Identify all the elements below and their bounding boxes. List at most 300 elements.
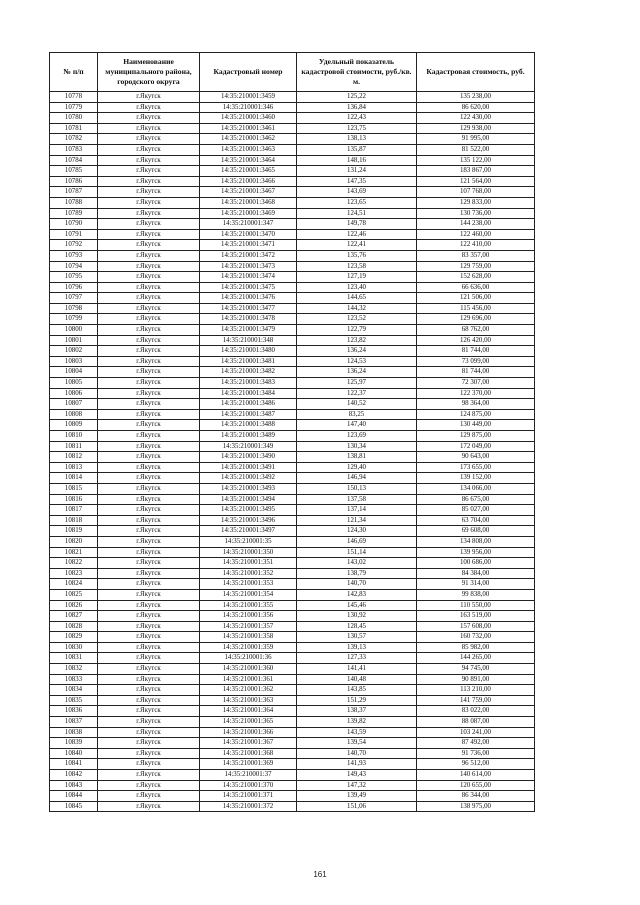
cadastral-cost-cell: 144 238,00	[417, 219, 535, 230]
specific-value-cell: 142,83	[297, 589, 417, 600]
row-number-cell: 10829	[50, 632, 98, 643]
cadastral-number-cell: 14:35:210001:3493	[200, 483, 297, 494]
table-row	[50, 420, 535, 431]
row-number-cell: 10801	[50, 335, 98, 346]
cadastral-cost-cell: 85 027,00	[417, 505, 535, 516]
table-row	[50, 229, 535, 240]
row-number-cell: 10818	[50, 515, 98, 526]
cadastral-number-cell: 14:35:210001:3462	[200, 134, 297, 145]
cadastral-cost-cell: 141 759,00	[417, 695, 535, 706]
cadastral-cost-cell: 86 620,00	[417, 102, 535, 113]
table-row	[50, 208, 535, 219]
specific-value-cell: 138,79	[297, 568, 417, 579]
specific-value-cell: 139,54	[297, 738, 417, 749]
row-number-cell: 10800	[50, 325, 98, 336]
cadastral-number-cell: 14:35:210001:3488	[200, 420, 297, 431]
municipality-cell: г.Якутск	[98, 250, 200, 261]
table-row	[50, 536, 535, 547]
row-number-cell: 10833	[50, 674, 98, 685]
cadastral-number-cell: 14:35:210001:3461	[200, 123, 297, 134]
municipality-cell: г.Якутск	[98, 431, 200, 442]
row-number-cell: 10822	[50, 558, 98, 569]
row-number-cell: 10782	[50, 134, 98, 145]
cadastral-number-cell: 14:35:210001:355	[200, 600, 297, 611]
cadastral-cost-cell: 91 995,00	[417, 134, 535, 145]
specific-value-cell: 136,24	[297, 346, 417, 357]
specific-value-cell: 127,33	[297, 653, 417, 664]
row-number-cell: 10798	[50, 303, 98, 314]
table-row	[50, 219, 535, 230]
cadastral-cost-cell: 63 704,00	[417, 515, 535, 526]
row-number-cell: 10802	[50, 346, 98, 357]
table-row	[50, 356, 535, 367]
row-number-cell: 10789	[50, 208, 98, 219]
specific-value-cell: 124,51	[297, 208, 417, 219]
table-row	[50, 642, 535, 653]
municipality-cell: г.Якутск	[98, 780, 200, 791]
cadastral-number-cell: 14:35:210001:3468	[200, 197, 297, 208]
cadastral-number-cell: 14:35:210001:368	[200, 748, 297, 759]
cadastral-number-cell: 14:35:210001:3478	[200, 314, 297, 325]
row-number-cell: 10825	[50, 589, 98, 600]
cadastral-cost-cell: 83 022,00	[417, 706, 535, 717]
cadastral-cost-cell: 135 122,00	[417, 155, 535, 166]
cadastral-cost-cell: 121 506,00	[417, 293, 535, 304]
row-number-cell: 10795	[50, 272, 98, 283]
table-row	[50, 282, 535, 293]
cadastral-cost-cell: 99 838,00	[417, 589, 535, 600]
municipality-cell: г.Якутск	[98, 409, 200, 420]
row-number-cell: 10826	[50, 600, 98, 611]
municipality-cell: г.Якутск	[98, 356, 200, 367]
specific-value-cell: 138,81	[297, 452, 417, 463]
table-row	[50, 727, 535, 738]
cadastral-cost-cell: 113 210,00	[417, 685, 535, 696]
table-row	[50, 452, 535, 463]
municipality-cell: г.Якутск	[98, 801, 200, 812]
table-row	[50, 102, 535, 113]
row-number-cell: 10827	[50, 611, 98, 622]
row-number-cell: 10797	[50, 293, 98, 304]
table-row	[50, 706, 535, 717]
row-number-cell: 10832	[50, 664, 98, 675]
cadastral-number-cell: 14:35:210001:366	[200, 727, 297, 738]
table-row	[50, 113, 535, 124]
cadastral-number-cell: 14:35:210001:3484	[200, 388, 297, 399]
municipality-cell: г.Якутск	[98, 526, 200, 537]
specific-value-cell: 130,92	[297, 611, 417, 622]
municipality-cell: г.Якутск	[98, 123, 200, 134]
cadastral-number-cell: 14:35:210001:3474	[200, 272, 297, 283]
municipality-cell: г.Якутск	[98, 632, 200, 643]
specific-value-cell: 136,84	[297, 102, 417, 113]
table-row	[50, 674, 535, 685]
specific-value-cell: 124,30	[297, 526, 417, 537]
cadastral-number-cell: 14:35:210001:3496	[200, 515, 297, 526]
table-row	[50, 558, 535, 569]
specific-value-cell: 146,94	[297, 473, 417, 484]
row-number-cell: 10813	[50, 462, 98, 473]
municipality-cell: г.Якутск	[98, 325, 200, 336]
row-number-cell: 10830	[50, 642, 98, 653]
cadastral-number-cell: 14:35:210001:361	[200, 674, 297, 685]
cadastral-number-cell: 14:35:210001:3466	[200, 176, 297, 187]
cadastral-cost-cell: 172 049,00	[417, 441, 535, 452]
page-number: 161	[313, 870, 327, 879]
cadastral-cost-cell: 100 686,00	[417, 558, 535, 569]
cadastral-cost-cell: 90 643,00	[417, 452, 535, 463]
municipality-cell: г.Якутск	[98, 515, 200, 526]
cadastral-number-cell: 14:35:210001:3459	[200, 92, 297, 103]
municipality-cell: г.Якутск	[98, 738, 200, 749]
municipality-cell: г.Якутск	[98, 505, 200, 516]
municipality-cell: г.Якутск	[98, 102, 200, 113]
row-number-cell: 10787	[50, 187, 98, 198]
row-number-cell: 10779	[50, 102, 98, 113]
specific-value-cell: 138,13	[297, 134, 417, 145]
specific-value-cell: 151,06	[297, 801, 417, 812]
municipality-cell: г.Якутск	[98, 706, 200, 717]
specific-value-cell: 83,25	[297, 409, 417, 420]
cadastral-cost-cell: 139 956,00	[417, 547, 535, 558]
specific-value-cell: 139,13	[297, 642, 417, 653]
specific-value-cell: 147,40	[297, 420, 417, 431]
cadastral-cost-cell: 115 456,00	[417, 303, 535, 314]
table-row	[50, 695, 535, 706]
municipality-cell: г.Якутск	[98, 611, 200, 622]
specific-value-cell: 143,69	[297, 187, 417, 198]
municipality-cell: г.Якутск	[98, 399, 200, 410]
table-row	[50, 759, 535, 770]
specific-value-cell: 149,78	[297, 219, 417, 230]
cadastral-cost-cell: 129 938,00	[417, 123, 535, 134]
cadastral-cost-cell: 121 564,00	[417, 176, 535, 187]
cadastral-number-cell: 14:35:210001:357	[200, 621, 297, 632]
header-specific-value: Удельный показатель кадастровой стоимости, руб./кв. м.	[297, 53, 417, 92]
cadastral-number-cell: 14:35:210001:3483	[200, 378, 297, 389]
municipality-cell: г.Якутск	[98, 335, 200, 346]
cadastral-number-cell: 14:35:210001:350	[200, 547, 297, 558]
cadastral-number-cell: 14:35:210001:364	[200, 706, 297, 717]
row-number-cell: 10778	[50, 92, 98, 103]
header-cadastral-number: Кадастровый номер	[200, 53, 297, 92]
table-row	[50, 399, 535, 410]
cadastral-number-cell: 14:35:210001:353	[200, 579, 297, 590]
cadastral-number-cell: 14:35:210001:3473	[200, 261, 297, 272]
cadastral-number-cell: 14:35:210001:3472	[200, 250, 297, 261]
specific-value-cell: 125,97	[297, 378, 417, 389]
cadastral-cost-cell: 110 550,00	[417, 600, 535, 611]
municipality-cell: г.Якутск	[98, 568, 200, 579]
specific-value-cell: 137,58	[297, 494, 417, 505]
cadastral-number-cell: 14:35:210001:356	[200, 611, 297, 622]
cadastral-number-cell: 14:35:210001:370	[200, 780, 297, 791]
municipality-cell: г.Якутск	[98, 155, 200, 166]
cadastral-cost-cell: 134 808,00	[417, 536, 535, 547]
cadastral-cost-cell: 81 744,00	[417, 346, 535, 357]
municipality-cell: г.Якутск	[98, 378, 200, 389]
cadastral-cost-cell: 122 410,00	[417, 240, 535, 251]
cadastral-cost-cell: 173 655,00	[417, 462, 535, 473]
table-row	[50, 738, 535, 749]
row-number-cell: 10819	[50, 526, 98, 537]
row-number-cell: 10817	[50, 505, 98, 516]
cadastral-cost-cell: 85 982,00	[417, 642, 535, 653]
table-row	[50, 409, 535, 420]
cadastral-cost-cell: 91 736,00	[417, 748, 535, 759]
table-row	[50, 515, 535, 526]
specific-value-cell: 147,35	[297, 176, 417, 187]
cadastral-number-cell: 14:35:210001:3490	[200, 452, 297, 463]
cadastral-cost-cell: 129 833,00	[417, 197, 535, 208]
specific-value-cell: 130,57	[297, 632, 417, 643]
specific-value-cell: 131,24	[297, 166, 417, 177]
row-number-cell: 10780	[50, 113, 98, 124]
row-number-cell: 10792	[50, 240, 98, 251]
table-row	[50, 462, 535, 473]
cadastral-number-cell: 14:35:210001:3464	[200, 155, 297, 166]
municipality-cell: г.Якутск	[98, 791, 200, 802]
row-number-cell: 10845	[50, 801, 98, 812]
municipality-cell: г.Якутск	[98, 547, 200, 558]
specific-value-cell: 136,24	[297, 367, 417, 378]
table-body	[50, 92, 535, 812]
row-number-cell: 10812	[50, 452, 98, 463]
specific-value-cell: 138,37	[297, 706, 417, 717]
municipality-cell: г.Якутск	[98, 589, 200, 600]
specific-value-cell: 130,34	[297, 441, 417, 452]
table-row	[50, 378, 535, 389]
cadastral-number-cell: 14:35:210001:3497	[200, 526, 297, 537]
cadastral-cost-cell: 86 344,00	[417, 791, 535, 802]
cadastral-number-cell: 14:35:210001:3465	[200, 166, 297, 177]
cadastral-cost-cell: 129 696,00	[417, 314, 535, 325]
specific-value-cell: 145,46	[297, 600, 417, 611]
municipality-cell: г.Якутск	[98, 558, 200, 569]
specific-value-cell: 123,52	[297, 314, 417, 325]
cadastral-cost-cell: 68 762,00	[417, 325, 535, 336]
table-row	[50, 621, 535, 632]
table-row	[50, 176, 535, 187]
table-row	[50, 505, 535, 516]
table-row	[50, 92, 535, 103]
cadastral-number-cell: 14:35:210001:3470	[200, 229, 297, 240]
specific-value-cell: 147,32	[297, 780, 417, 791]
table-row	[50, 367, 535, 378]
specific-value-cell: 121,34	[297, 515, 417, 526]
cadastral-cost-cell: 72 307,00	[417, 378, 535, 389]
municipality-cell: г.Якутск	[98, 462, 200, 473]
municipality-cell: г.Якутск	[98, 483, 200, 494]
cadastral-number-cell: 14:35:210001:352	[200, 568, 297, 579]
municipality-cell: г.Якутск	[98, 717, 200, 728]
specific-value-cell: 122,37	[297, 388, 417, 399]
table-row	[50, 325, 535, 336]
cadastral-cost-cell: 91 314,00	[417, 579, 535, 590]
row-number-cell: 10807	[50, 399, 98, 410]
table-row	[50, 155, 535, 166]
row-number-cell: 10781	[50, 123, 98, 134]
row-number-cell: 10843	[50, 780, 98, 791]
row-number-cell: 10786	[50, 176, 98, 187]
row-number-cell: 10839	[50, 738, 98, 749]
cadastral-cost-cell: 129 759,00	[417, 261, 535, 272]
row-number-cell: 10823	[50, 568, 98, 579]
row-number-cell: 10834	[50, 685, 98, 696]
row-number-cell: 10810	[50, 431, 98, 442]
row-number-cell: 10811	[50, 441, 98, 452]
header-cadastral-cost: Кадастровая стоимость, руб.	[417, 53, 535, 92]
cadastral-number-cell: 14:35:210001:35	[200, 536, 297, 547]
municipality-cell: г.Якутск	[98, 197, 200, 208]
cadastral-cost-cell: 126 420,00	[417, 335, 535, 346]
specific-value-cell: 135,76	[297, 250, 417, 261]
cadastral-cost-cell: 139 152,00	[417, 473, 535, 484]
municipality-cell: г.Якутск	[98, 494, 200, 505]
specific-value-cell: 141,93	[297, 759, 417, 770]
row-number-cell: 10785	[50, 166, 98, 177]
table-row	[50, 187, 535, 198]
table-row	[50, 335, 535, 346]
municipality-cell: г.Якутск	[98, 367, 200, 378]
cadastral-number-cell: 14:35:210001:3463	[200, 144, 297, 155]
cadastral-cost-cell: 122 430,00	[417, 113, 535, 124]
cadastral-cost-cell: 98 364,00	[417, 399, 535, 410]
cadastral-number-cell: 14:35:210001:346	[200, 102, 297, 113]
table-row	[50, 483, 535, 494]
municipality-cell: г.Якутск	[98, 92, 200, 103]
specific-value-cell: 123,65	[297, 197, 417, 208]
row-number-cell: 10835	[50, 695, 98, 706]
table-row	[50, 272, 535, 283]
cadastral-cost-cell: 81 522,00	[417, 144, 535, 155]
specific-value-cell: 143,85	[297, 685, 417, 696]
municipality-cell: г.Якутск	[98, 187, 200, 198]
specific-value-cell: 146,69	[297, 536, 417, 547]
specific-value-cell: 122,41	[297, 240, 417, 251]
cadastral-number-cell: 14:35:210001:371	[200, 791, 297, 802]
municipality-cell: г.Якутск	[98, 229, 200, 240]
specific-value-cell: 144,65	[297, 293, 417, 304]
cadastral-number-cell: 14:35:210001:354	[200, 589, 297, 600]
row-number-cell: 10842	[50, 770, 98, 781]
row-number-cell: 10793	[50, 250, 98, 261]
cadastral-cost-cell: 69 608,00	[417, 526, 535, 537]
cadastral-number-cell: 14:35:210001:3479	[200, 325, 297, 336]
specific-value-cell: 123,58	[297, 261, 417, 272]
specific-value-cell: 139,49	[297, 791, 417, 802]
cadastral-number-cell: 14:35:210001:359	[200, 642, 297, 653]
cadastral-cost-cell: 122 370,00	[417, 388, 535, 399]
cadastral-number-cell: 14:35:210001:3477	[200, 303, 297, 314]
table-row	[50, 494, 535, 505]
row-number-cell: 10841	[50, 759, 98, 770]
municipality-cell: г.Якутск	[98, 452, 200, 463]
cadastral-cost-cell: 130 449,00	[417, 420, 535, 431]
cadastral-number-cell: 14:35:210001:362	[200, 685, 297, 696]
municipality-cell: г.Якутск	[98, 240, 200, 251]
table-row	[50, 134, 535, 145]
municipality-cell: г.Якутск	[98, 208, 200, 219]
municipality-cell: г.Якутск	[98, 770, 200, 781]
cadastral-cost-cell: 73 099,00	[417, 356, 535, 367]
specific-value-cell: 122,46	[297, 229, 417, 240]
row-number-cell: 10806	[50, 388, 98, 399]
cadastral-number-cell: 14:35:210001:358	[200, 632, 297, 643]
specific-value-cell: 123,69	[297, 431, 417, 442]
municipality-cell: г.Якутск	[98, 388, 200, 399]
cadastral-number-cell: 14:35:210001:3482	[200, 367, 297, 378]
municipality-cell: г.Якутск	[98, 346, 200, 357]
specific-value-cell: 140,52	[297, 399, 417, 410]
cadastral-cost-cell: 157 608,00	[417, 621, 535, 632]
municipality-cell: г.Якутск	[98, 536, 200, 547]
row-number-cell: 10844	[50, 791, 98, 802]
cadastral-cost-cell: 83 357,00	[417, 250, 535, 261]
row-number-cell: 10821	[50, 547, 98, 558]
cadastral-number-cell: 14:35:210001:349	[200, 441, 297, 452]
cadastral-number-cell: 14:35:210001:351	[200, 558, 297, 569]
cadastral-number-cell: 14:35:210001:3460	[200, 113, 297, 124]
cadastral-number-cell: 14:35:210001:3491	[200, 462, 297, 473]
municipality-cell: г.Якутск	[98, 166, 200, 177]
municipality-cell: г.Якутск	[98, 176, 200, 187]
municipality-cell: г.Якутск	[98, 748, 200, 759]
specific-value-cell: 140,48	[297, 674, 417, 685]
cadastral-number-cell: 14:35:210001:3486	[200, 399, 297, 410]
municipality-cell: г.Якутск	[98, 642, 200, 653]
row-number-cell: 10816	[50, 494, 98, 505]
municipality-cell: г.Якутск	[98, 293, 200, 304]
table-row	[50, 579, 535, 590]
cadastral-number-cell: 14:35:210001:3494	[200, 494, 297, 505]
table-row	[50, 123, 535, 134]
row-number-cell: 10814	[50, 473, 98, 484]
municipality-cell: г.Якутск	[98, 314, 200, 325]
row-number-cell: 10820	[50, 536, 98, 547]
cadastral-number-cell: 14:35:210001:360	[200, 664, 297, 675]
cadastral-cost-cell: 134 066,00	[417, 483, 535, 494]
table-row	[50, 770, 535, 781]
cadastral-cost-cell: 86 675,00	[417, 494, 535, 505]
cadastral-cost-cell: 120 655,00	[417, 780, 535, 791]
municipality-cell: г.Якутск	[98, 600, 200, 611]
table-row	[50, 611, 535, 622]
row-number-cell: 10804	[50, 367, 98, 378]
table-row	[50, 632, 535, 643]
municipality-cell: г.Якутск	[98, 685, 200, 696]
table-row	[50, 293, 535, 304]
table-row	[50, 261, 535, 272]
cadastral-cost-cell: 183 867,00	[417, 166, 535, 177]
table-row	[50, 717, 535, 728]
row-number-cell: 10799	[50, 314, 98, 325]
cadastral-number-cell: 14:35:210001:3481	[200, 356, 297, 367]
cadastral-number-cell: 14:35:210001:3471	[200, 240, 297, 251]
cadastral-cost-cell: 129 875,00	[417, 431, 535, 442]
cadastral-cost-cell: 103 241,00	[417, 727, 535, 738]
cadastral-number-cell: 14:35:210001:369	[200, 759, 297, 770]
row-number-cell: 10796	[50, 282, 98, 293]
row-number-cell: 10837	[50, 717, 98, 728]
municipality-cell: г.Якутск	[98, 282, 200, 293]
table-header-row	[50, 53, 535, 92]
table-row	[50, 346, 535, 357]
cadastral-cost-cell: 135 238,00	[417, 92, 535, 103]
table-row	[50, 791, 535, 802]
cadastral-number-cell: 14:35:210001:3476	[200, 293, 297, 304]
specific-value-cell: 128,45	[297, 621, 417, 632]
